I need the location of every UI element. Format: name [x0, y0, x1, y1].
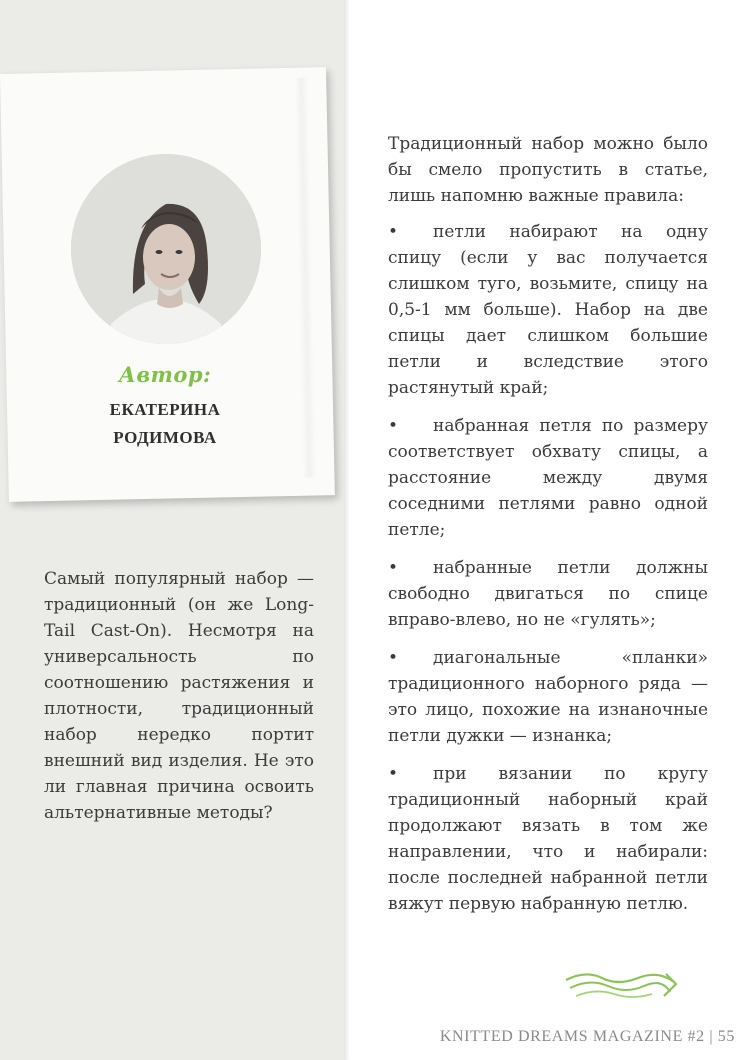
author-label: Автор: [118, 362, 212, 387]
bullet-marker: • [388, 648, 399, 668]
bullet-text: при вязании по кругу традиционный наборный край продолжают вязать в том же направлении, что и набирали: после последней набранной петли вяжут первую набранную петлю. [388, 764, 708, 914]
bullet-marker: • [388, 222, 399, 242]
bullet-text: набранные петли должны свободно двигаться по спице вправо-влево, но не «гулять»; [388, 558, 708, 630]
bullet-marker: • [388, 764, 399, 784]
list-item [388, 645, 708, 749]
author-name-line1: ЕКАТЕРИНА [109, 400, 221, 419]
page-number: 55 [717, 1028, 735, 1045]
footer-separator: | [709, 1028, 714, 1045]
list-item [388, 219, 708, 401]
column-shadow [344, 0, 350, 1060]
page-footer [430, 1028, 735, 1046]
author-portrait-image [71, 154, 261, 344]
bullet-text: петли набирают на одну спицу (если у вас получается слишком туго, возьмите, спицу на 0,5-1 мм больше). Набор на две спицы дает слишком большие петли и вследствие этого растянутый край; [388, 222, 708, 398]
author-name-line2: РОДИМОВА [113, 428, 217, 447]
lead-paragraph: Традиционный набор можно было бы смело пропустить в статье, лишь напомню важные правила: [388, 134, 708, 206]
author-photo [71, 154, 261, 344]
list-item [388, 761, 708, 917]
bullet-text: диагональные «планки» традиционного наборного ряда — это лицо, похожие на изнаночные петли дужки — изнанка; [388, 648, 708, 746]
magazine-title: KNITTED DREAMS MAGAZINE #2 [439, 1028, 705, 1045]
right-column [388, 131, 708, 929]
list-item [388, 555, 708, 633]
list-item [388, 413, 708, 543]
intro-paragraph: Самый популярный набор — традиционный (он же Long-Tail Cast-On). Несмотря на универсальность по соотношению растяжения и плотности, традиционный набор нередко портит внешний вид изделия. Не это ли главная причина освоить альтернативные методы? [44, 569, 314, 823]
author-name [0, 396, 330, 452]
decorative-swirl-icon [562, 962, 682, 1006]
bullet-text: набранная петля по размеру соответствует обхвату спицы, а расстояние между двумя соседними петлями равно одной петле; [388, 416, 708, 540]
bullet-marker: • [388, 558, 399, 578]
bullet-marker: • [388, 416, 399, 436]
